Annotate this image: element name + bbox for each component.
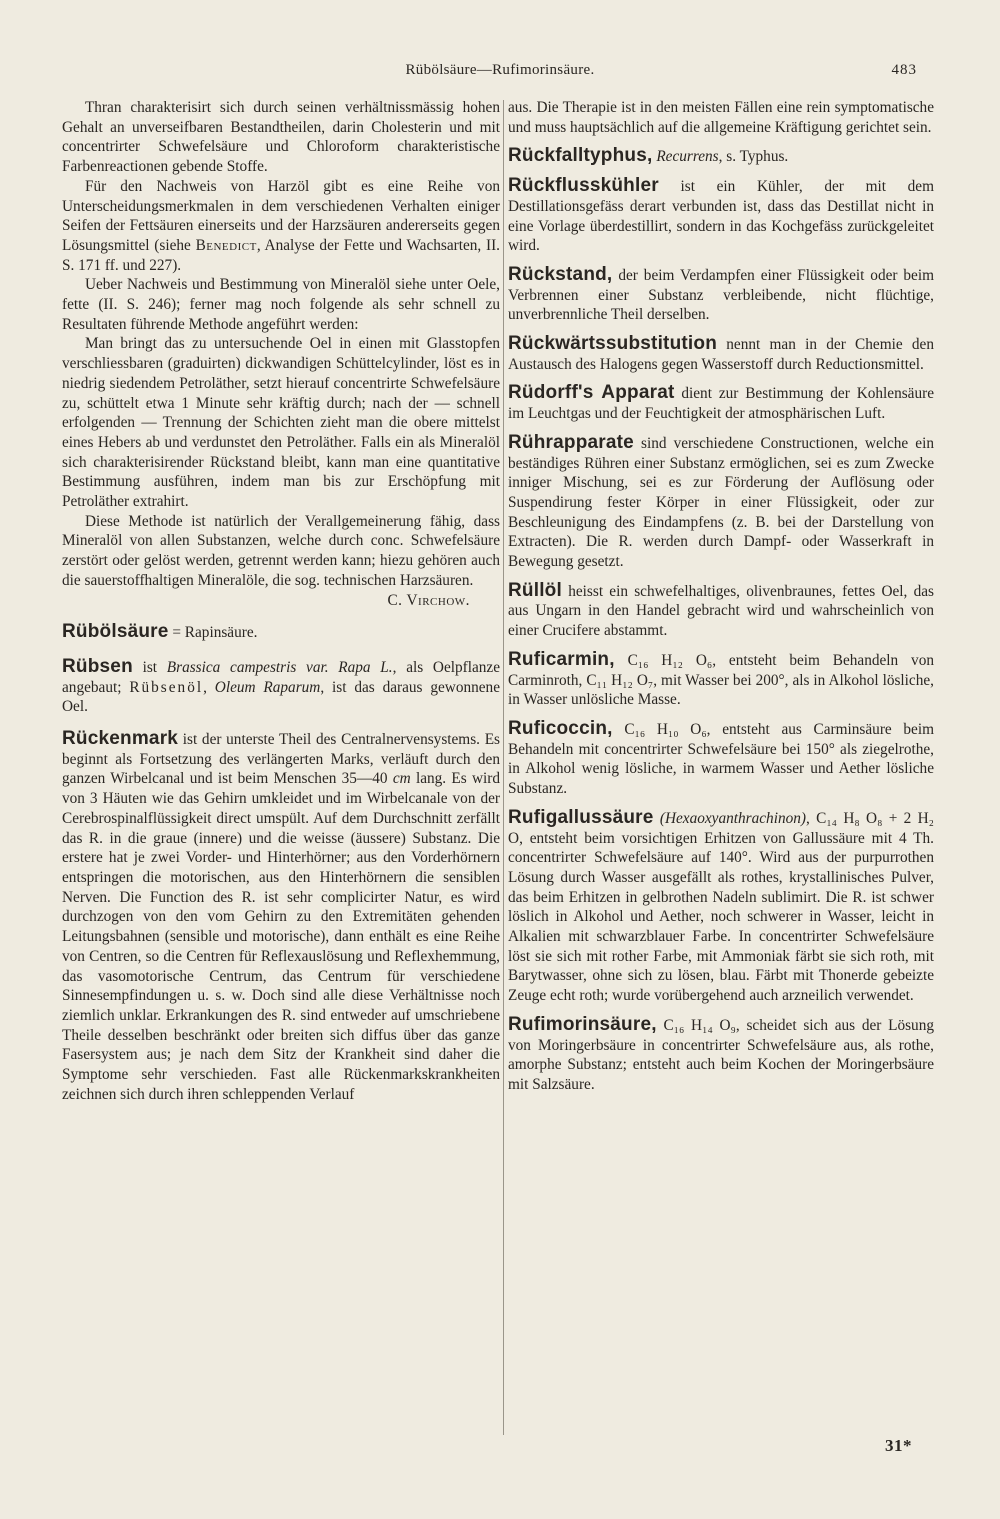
chemical-formula: C₁₄ H₈ O₈ + 2 H₂ O bbox=[508, 809, 935, 847]
entry-rueckflusskuehler bbox=[508, 176, 934, 256]
running-head bbox=[0, 62, 1000, 86]
text: nennt man in der Chemie den Austausch des Halogens gegen Wasserstoff durch Reductionsmittel. bbox=[508, 336, 934, 373]
chemical-formula: C₁₆ H₁₀ O₆ bbox=[624, 720, 707, 738]
entry-headword: Rüllöl bbox=[508, 579, 562, 601]
paragraph bbox=[62, 334, 500, 511]
text: , entsteht beim vorsichtigen Erhitzen von Gallussäure mit 4 Th. concentrirter Schwefelsäure auf 140°. Wird aus der purpurrothen Lösung durch Wasser ausgefällt als rothes, krystallinisches Pulver, das beim Erhitzen in gelbrothen Nadeln sublimirt. Die R. ist schwer löslich in Alkohol und Aether, noch schwerer in Wasser, leicht in Alkalien mit schwarzblauer Farbe. In concentrirter Schwefelsäure löst sie sich mit rother Farbe, mit Ammoniak färbt sie sich roth, mit Barytwasser, ohne sich zu lösen, blau. Färbt mit Thonerde gebeizte Zeuge echt roth; wurde vorübergehend auch arzneilich verwendet. bbox=[508, 829, 934, 1005]
text: , ist das daraus gewonnene Oel. bbox=[62, 678, 500, 716]
paragraph bbox=[62, 512, 500, 591]
latin-name: Oleum Raparum bbox=[214, 678, 321, 696]
entry-ruficoccin bbox=[508, 719, 934, 799]
entry-ruebolsaeure bbox=[62, 622, 500, 643]
text: , Analyse der Fette und Wachsarten, II. S. 171 ff. und 227). bbox=[62, 236, 500, 274]
right-column bbox=[508, 98, 934, 1095]
author-name: Benedict bbox=[195, 236, 257, 254]
entry-headword: Rückenmark bbox=[62, 728, 179, 750]
latin-name: Recurrens bbox=[656, 148, 719, 166]
entry-headword: Rührapparate bbox=[508, 431, 634, 453]
signature-line bbox=[62, 591, 500, 611]
entry-ruedorff-apparat bbox=[508, 383, 934, 423]
entry-headword: Rückstand, bbox=[508, 263, 613, 285]
unit: cm bbox=[392, 770, 411, 788]
page-number: 483 bbox=[891, 62, 917, 78]
entry-headword: Rüdorff's Apparat bbox=[508, 382, 675, 404]
entry-rueckwaertssubstitution bbox=[508, 334, 934, 374]
entry-rueckfalltyphus bbox=[508, 146, 934, 167]
entry-rueckenmark bbox=[62, 729, 500, 1104]
latin-name: Brassica campestris var. Rapa L. bbox=[166, 658, 393, 676]
text: = Rapinsäure. bbox=[168, 624, 258, 642]
entry-ruebsen bbox=[62, 657, 500, 717]
entry-ruelloel bbox=[508, 581, 934, 641]
sheet-signature-mark: 31* bbox=[885, 1436, 912, 1455]
text: Man bringt das zu untersuchende Oel in einen mit Glasstopfen verschliessbaren (graduirten) dickwandigen Schüttelcylinder, löst es in niedrig siedendem Petroläther, setzt hierauf concentrirte Schwefelsäure zu, schüttelt etwa 1 Minute sehr kräftig durch; nach der — schnell erfolgenden — Trennung der Schichten zieht man die obere mittelst eines Hebers ab und verdunstet den Petroläther. Falls ein als Mineralöl sich charakterisirender Rückstand bleibt, kann man eine quantitative Bestimmung ausführen, indem man bis zur Erschöpfung mit Petroläther extrahirt. bbox=[62, 335, 500, 511]
text: der beim Verdampfen einer Flüssigkeit oder beim Verbrennen einer Substanz verbleibende, nicht flüchtige, unverbrennliche Theil derselben. bbox=[508, 266, 934, 324]
entry-headword: Ruficarmin, bbox=[508, 648, 615, 670]
text: ist der unterste Theil des Centralnervensystems. Es beginnt als Fortsetzung des verlängerten Marks, verläuft durch den ganzen Wirbelcanal und ist beim Menschen 35—40 bbox=[62, 731, 500, 788]
paragraph bbox=[62, 275, 500, 334]
text: ist bbox=[132, 658, 167, 676]
chemical-formula: C₁₆ H₁₄ O₉ bbox=[663, 1016, 736, 1034]
entry-ruficarmin bbox=[508, 650, 934, 710]
text: Thran charakterisirt sich durch seinen verhältnissmässig hohen Gehalt an unverseifbaren Bestandtheilen, darin Cholesterin und mit concentrirter Schwefelsäure und Chloroform charakteristische Farbenreactionen gebende Stoffe. bbox=[62, 99, 500, 176]
running-title: Rübölsäure—Rufimorinsäure. bbox=[405, 62, 595, 78]
text: , scheidet sich aus der Lösung von Moringerbsäure in concentrirter Schwefelsäure aus, als rothe, amorphe Substanz; entsteht auch beim Kochen der Moringerbsäure mit Salzsäure. bbox=[508, 1016, 934, 1093]
entry-ruehrapparate bbox=[508, 433, 934, 572]
entry-headword: Rückfalltyphus, bbox=[508, 145, 653, 167]
column-divider bbox=[503, 100, 504, 1435]
chemical-formula: C₁₆ H₁₂ O₆ bbox=[627, 651, 713, 669]
entry-headword: Rückwärtssubstitution bbox=[508, 333, 717, 355]
paragraph bbox=[62, 177, 500, 276]
author-signature: C. Virchow. bbox=[387, 591, 470, 609]
text: Diese Methode ist natürlich der Verallgemeinerung fähig, dass Mineralöl von allen Substanzen, welche durch conc. Schwefelsäure zerstört oder gelöst werden, getrennt werden kann; hiezu gehören auch die sauerstoffhaltigen Mineralöle, die sog. technischen Harzsäuren. bbox=[62, 512, 500, 589]
left-column bbox=[62, 98, 500, 1104]
text: Für den Nachweis von Harzöl gibt es eine Reihe von Unterscheidungsmerkmalen in dem verschiedenen Verhalten einiger Seifen der Fettsäuren einerseits und der Harzsäuren andererseits gegen Lösungsmittel (siehe bbox=[62, 177, 500, 254]
spaced-term: Rübsenöl bbox=[129, 678, 204, 696]
paragraph bbox=[62, 98, 500, 177]
text: , s. Typhus. bbox=[718, 148, 789, 166]
entry-rueckstand bbox=[508, 265, 934, 325]
text: , entsteht beim Behandeln von Carminroth, bbox=[508, 651, 934, 689]
text: ist ein Kühler, der mit dem Destillationsgefäss derart verbunden ist, dass das Destillat nicht in eine Vorlage überdestillirt, sondern in das Kochgefäss zurückgeleitet wird. bbox=[508, 178, 934, 255]
entry-headword: Rübsen bbox=[62, 655, 133, 677]
entry-rufigallussaeure: Rufigallussäure (Hexaoxyanthrachinon), C₁₄ H₈ O₈ + 2 H₂ O, entsteht beim vorsichtigen Erhitzen von Gallussäure mit 4 Th. concentrirter Schwefelsäure auf 140°. Wird aus der purpurrothen Lösung durch Wasser ausgefällt als rothes, krystallinisches Pulver, das beim Erhitzen in gelbrothen Nadeln sublimirt. Die R. ist schwer löslich in Alkohol und Aether, noch schwerer in Wasser, leicht in Alkalien mit schwarzblauer Farbe. In concentrirter Schwefelsäure löst sie sich mit rother Farbe, mit Ammoniak färbt sie sich roth, mit Barytwasser, ohne sich zu lösen, blau. Färbt mit Thonerde gebeizte Zeuge echt roth; wurde vorübergehend auch arzneilich verwendet. bbox=[508, 806, 935, 1005]
entry-headword: Rückflusskühler bbox=[508, 175, 659, 197]
text: , als Oelpflanze angebaut; bbox=[62, 658, 500, 696]
text: heisst ein schwefelhaltiges, olivenbraunes, fettes Oel, das aus Ungarn in den Handel gebracht wird und wahrscheinlich von einer Crucifere abstammt. bbox=[508, 582, 934, 640]
chemical-formula: C₁₁ H₁₂ O₇ bbox=[586, 671, 654, 689]
text: lang. Es wird von 3 Häuten wie das Gehirn umkleidet und im Wirbelcanale von der Cerebrospinalflüssigkeit direct umspült. Auf dem Durchschnitt zerfällt das R. in die graue (innere) und die weisse (äussere) Substanz. Die erstere hat je zwei Vorder- und Hinterhörner; aus den Vorderhörnern entspringen die motorischen, aus den Hinterhörnern die sensiblen Nerven. Die Function des R. ist sehr complicirter Natur, es wird durchzogen von den vom Gehirn zu den Extremitäten gehenden Leitungsbahnen (sensible und motorische), dann enthält es eine Reihe von Centren, so die Centren für Reflexauslösung und Reflexhemmung, das vasomotorische Centrum, das Centrum für verschiedene Sinnesempfindungen u. s. w. Doch sind alle diese Verhältnisse noch ziemlich unklar. Erkrankungen des R. sind entweder auf umschriebene Theile desselben beschränkt oder breiten sich diffus über das ganze Fasersystem aus; je nach dem Sitz der Krankheit sind daher die Symptome sehr verschieden. Fast alle Rückenmarkskrankheiten zeichnen sich durch ihren schleppenden Verlauf bbox=[62, 770, 500, 1103]
entry-rufimorinsaeure bbox=[508, 1015, 934, 1095]
entry-headword: Ruficoccin, bbox=[508, 717, 613, 739]
entry-headword: Rufigallussäure bbox=[508, 806, 654, 828]
entry-headword: Rufimorinsäure, bbox=[508, 1013, 657, 1035]
text: aus. Die Therapie ist in den meisten Fällen eine rein symptomatische und muss hauptsächlich auf die allgemeine Kräftigung gerichtet sein. bbox=[508, 99, 934, 136]
paragraph-continued bbox=[508, 98, 934, 137]
latin-name: (Hexaoxyanthrachinon) bbox=[659, 809, 806, 827]
text: , bbox=[203, 678, 215, 696]
entry-headword: Rübölsäure bbox=[62, 621, 169, 643]
text: sind verschiedene Constructionen, welche ein beständiges Rühren einer Substanz ermöglichen, sei es zum Zwecke inniger Mischung, sei es zur Förderung der Auflösung oder Suspendirung fester Körper in einer Flüssigkeit, oder zur Beschleunigung des Eindampfens (z. B. bei der Darstellung von Extracten). Die R. werden durch Dampf- oder Wasserkraft in Bewegung gesetzt. bbox=[508, 434, 934, 571]
text: Ueber Nachweis und Bestimmung von Mineralöl siehe unter Oele, fette (II. S. 246); ferner mag noch folgende als sehr schnell zu Resultaten führende Methode angeführt werden: bbox=[62, 276, 500, 333]
text: dient zur Bestimmung der Kohlensäure im Leuchtgas und der Feuchtigkeit der atmosphärischen Luft. bbox=[508, 385, 934, 423]
text: , entsteht aus Carminsäure beim Behandeln mit concentrirter Schwefelsäure bei 150° als ziegelrothe, in Alkohol wenig lösliche, in warmem Wasser und Aether lösliche Substanz. bbox=[508, 720, 934, 798]
text: , mit Wasser bei 200°, als in Alkohol lösliche, in Wasser unlösliche Masse. bbox=[508, 671, 934, 709]
